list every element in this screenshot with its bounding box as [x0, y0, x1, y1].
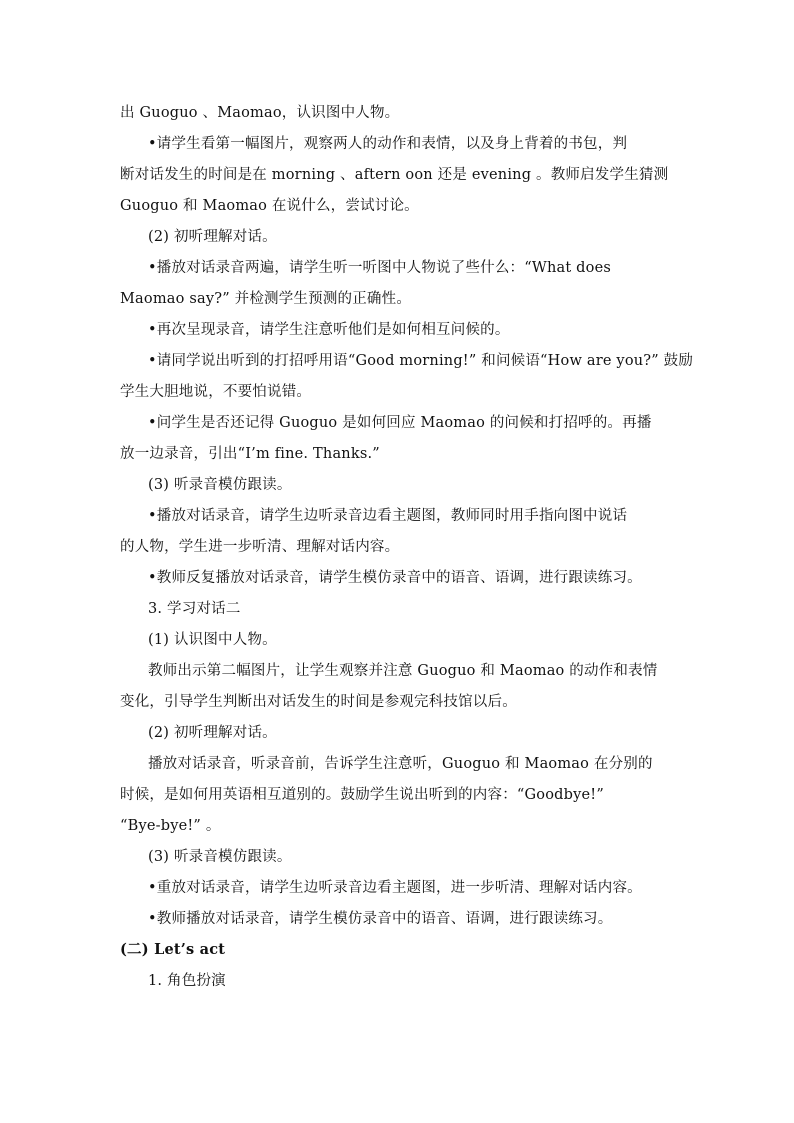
text-line: 断对话发生的时间是在 morning 、aftern oon 还是 evening 。教师启发学生猜测: [120, 167, 669, 183]
text-line: Guoguo 和 Maomao 在说什么，尝试讨论。: [120, 198, 419, 214]
text-line: 播放对话录音，听录音前，告诉学生注意听，Guoguo 和 Maomao 在分别的: [148, 756, 653, 772]
section-heading: 3. 学习对话二: [148, 601, 241, 617]
text-line: (2) 初听理解对话。: [148, 229, 277, 245]
section-heading: (二) Let’s act: [120, 941, 226, 958]
text-line: 放一边录音，引出“I’m fine. Thanks.”: [120, 446, 380, 462]
text-line: •请学生看第一幅图片，观察两人的动作和表情，以及身上背着的书包，判: [148, 136, 628, 152]
text-line: •问学生是否还记得 Guoguo 是如何回应 Maomao 的问候和打招呼的。再播: [148, 415, 652, 431]
text-line: “Bye-bye!” 。: [120, 818, 221, 834]
text-line: 出 Guoguo 、Maomao，认识图中人物。: [120, 105, 400, 121]
text-line: •播放对话录音，请学生边听录音边看主题图，教师同时用手指向图中说话: [148, 508, 628, 524]
text-line: 学生大胆地说，不要怕说错。: [120, 384, 312, 400]
text-line: 的人物，学生进一步听清、理解对话内容。: [120, 539, 400, 555]
text-line: •教师反复播放对话录音，请学生模仿录音中的语音、语调，进行跟读练习。: [148, 570, 642, 586]
text-line: (2) 初听理解对话。: [148, 725, 277, 741]
text-line: 时候，是如何用英语相互道别的。鼓励学生说出听到的内容：“Goodbye!”: [120, 787, 604, 803]
text-line: •播放对话录音两遍，请学生听一听图中人物说了些什么：“What does: [148, 260, 612, 276]
text-line: (1) 认识图中人物。: [148, 632, 277, 648]
text-line: 教师出示第二幅图片，让学生观察并注意 Guoguo 和 Maomao 的动作和表情: [148, 663, 658, 679]
text-line: (3) 听录音模仿跟读。: [148, 849, 292, 865]
text-line: (3) 听录音模仿跟读。: [148, 477, 292, 493]
text-line: •重放对话录音，请学生边听录音边看主题图，进一步听清、理解对话内容。: [148, 880, 642, 896]
text-line: Maomao say?” 并检测学生预测的正确性。: [120, 291, 412, 307]
text-line: •再次呈现录音，请学生注意听他们是如何相互问候的。: [148, 322, 510, 338]
text-line: •请同学说出听到的打招呼用语“Good morning!” 和问候语“How are you?” 鼓励: [148, 353, 694, 369]
text-line: •教师播放对话录音，请学生模仿录音中的语音、语调，进行跟读练习。: [148, 911, 613, 927]
text-line: 1. 角色扮演: [148, 973, 226, 989]
text-line: 变化，引导学生判断出对话发生的时间是参观完科技馆以后。: [120, 694, 517, 710]
